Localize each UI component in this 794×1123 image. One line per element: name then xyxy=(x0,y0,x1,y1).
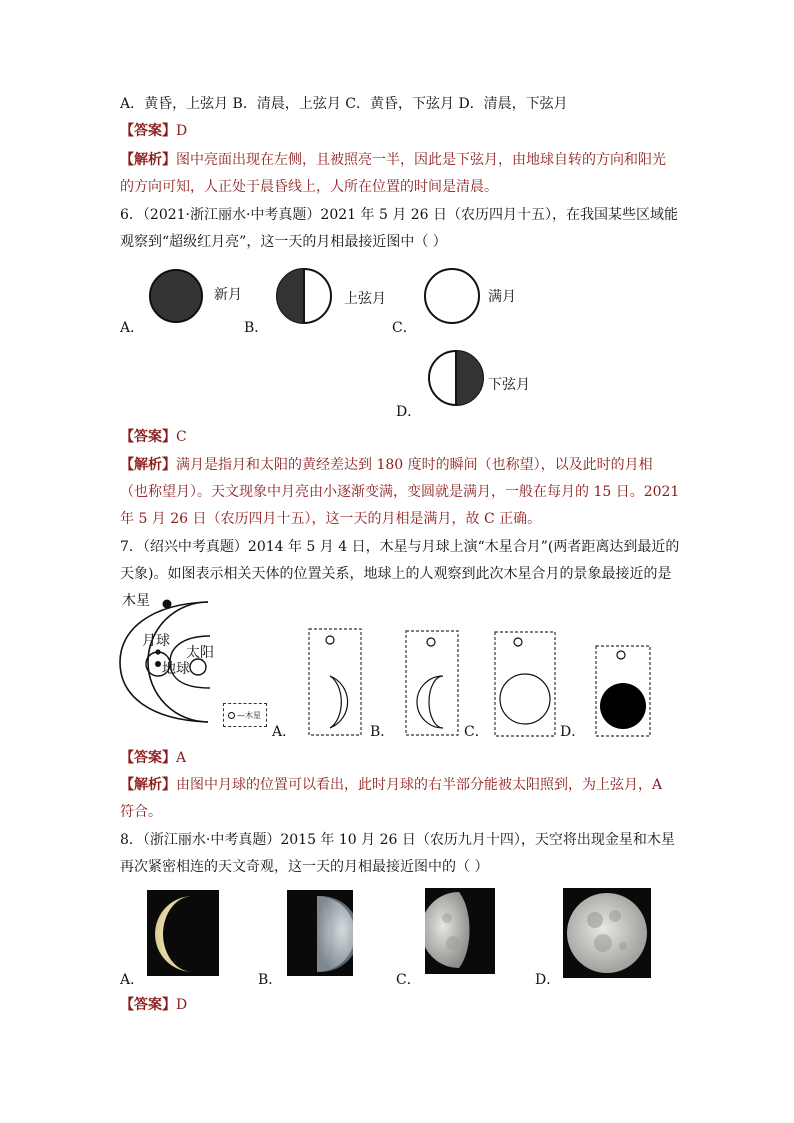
q6-analysis-line1 xyxy=(120,455,653,475)
full-moon-icon xyxy=(563,888,651,978)
answer-tag: 【答案】 xyxy=(120,750,176,766)
q8-option-d[interactable]: D． xyxy=(535,972,561,988)
crescent-moon-icon xyxy=(147,890,219,976)
q6-stem-line2: 观察到“超级红月亮”，这一天的月相最接近图中（ ） xyxy=(120,234,447,250)
analysis-text: 图中亮面出现在左侧，且被照亮一半，因此是下弦月，由地球自转的方向和阳光 xyxy=(176,152,666,168)
q6-option-a[interactable]: A． xyxy=(120,320,145,336)
answer-tag: 【答案】 xyxy=(120,123,176,139)
q8-option-c[interactable]: C． xyxy=(396,972,421,988)
q7-option-a[interactable]: A． xyxy=(272,724,297,740)
analysis-text: 由图中月球的位置可以看出，此时月球的右半部分能被太阳照到，为上弦月，A xyxy=(176,777,663,793)
first-quarter-moon-photo[interactable] xyxy=(287,890,353,976)
last-quarter-moon-icon xyxy=(426,349,486,407)
crescent-moon-photo[interactable] xyxy=(147,890,219,976)
answer-tag: 【答案】 xyxy=(120,429,176,445)
q7-option-c[interactable]: C． xyxy=(464,724,489,740)
analysis-tag: 【解析】 xyxy=(120,457,176,473)
q6-option-b[interactable]: B． xyxy=(244,320,269,336)
label-sun: 太阳 xyxy=(186,645,214,661)
q8-answer xyxy=(120,995,187,1015)
q7-stem-line2: 天象)。如图表示相关天体的位置关系，地球上的人观察到此次木星合月的景象最接近的是 xyxy=(120,566,672,582)
q8-option-b[interactable]: B． xyxy=(258,972,283,988)
answer-value: C xyxy=(176,429,187,445)
label-last-quarter: 下弦月 xyxy=(488,377,530,393)
legend-text: —木星 xyxy=(237,710,261,720)
label-moon: 月球 xyxy=(142,633,170,649)
q6-option-d[interactable]: D． xyxy=(396,404,422,420)
new-moon-icon xyxy=(148,268,204,324)
full-moon-photo[interactable] xyxy=(563,888,651,978)
option-d-sky-icon[interactable] xyxy=(595,645,651,737)
label-jupiter: 木星 xyxy=(122,593,150,609)
option-a-sky-icon[interactable] xyxy=(308,628,362,736)
gibbous-moon-icon xyxy=(425,888,495,974)
option-b-sky-icon[interactable] xyxy=(405,630,459,736)
label-earth: 地球 xyxy=(162,661,190,677)
q7-option-b[interactable]: B． xyxy=(370,724,395,740)
first-quarter-moon-icon xyxy=(287,890,353,976)
jupiter-legend xyxy=(223,703,267,727)
analysis-tag: 【解析】 xyxy=(120,777,176,793)
q8-stem-line2: 再次紧密相连的天文奇观，这一天的月相最接近图中的（ ） xyxy=(120,859,489,875)
q7-stem-line1: 7．（绍兴中考真题）2014 年 5 月 4 日，木星与月球上演“木星合月”(两者距离达到最近的 xyxy=(120,539,680,555)
q6-analysis-line3: 年 5 月 26 日（农历四月十五），这一天的月相是满月，故 C 正确。 xyxy=(120,511,542,527)
label-first-quarter: 上弦月 xyxy=(344,291,386,307)
q7-analysis-line1 xyxy=(120,775,662,795)
first-quarter-moon-icon xyxy=(274,268,334,324)
q5-answer xyxy=(120,121,187,141)
q7-analysis-line2: 符合。 xyxy=(120,804,162,820)
q6-answer xyxy=(120,427,187,447)
option-c-sky-icon[interactable] xyxy=(494,631,556,737)
q5-analysis-line2: 的方向可知，人正处于晨昏线上，人所在位置的时间是清晨。 xyxy=(120,179,498,195)
full-moon-icon xyxy=(422,268,482,324)
analysis-tag: 【解析】 xyxy=(120,152,176,168)
jupiter-legend-icon xyxy=(228,712,235,719)
gibbous-moon-photo[interactable] xyxy=(425,888,495,974)
analysis-text: 满月是指月和太阳的黄经差达到 180 度时的瞬间（也称望），以及此时的月相 xyxy=(176,457,653,473)
q6-analysis-line2: （也称望月）。天文现象中月亮由小逐渐变满，变圆就是满月，一般在每月的 15 日。2021 xyxy=(120,484,680,500)
answer-value: A xyxy=(176,750,187,766)
answer-value: D xyxy=(176,997,188,1013)
q5-options: A．黄昏，上弦月 B．清晨，上弦月 C．黄昏，下弦月 D．清晨，下弦月 xyxy=(120,96,568,112)
q8-option-a[interactable]: A． xyxy=(120,972,145,988)
q6-option-c[interactable]: C． xyxy=(392,320,417,336)
q6-stem-line1: 6．（2021·浙江丽水·中考真题）2021 年 5 月 26 日（农历四月十五），在我国某些区域能 xyxy=(120,207,679,223)
label-full-moon: 满月 xyxy=(488,289,516,305)
label-new-moon: 新月 xyxy=(214,287,242,303)
q7-answer xyxy=(120,748,186,768)
q7-option-d[interactable]: D． xyxy=(560,724,586,740)
q5-analysis-line1 xyxy=(120,150,666,170)
answer-tag: 【答案】 xyxy=(120,997,176,1013)
answer-value: D xyxy=(176,123,188,139)
q8-stem-line1: 8．（浙江丽水·中考真题）2015 年 10 月 26 日（农历九月十四），天空将出现金星和木星 xyxy=(120,832,675,848)
